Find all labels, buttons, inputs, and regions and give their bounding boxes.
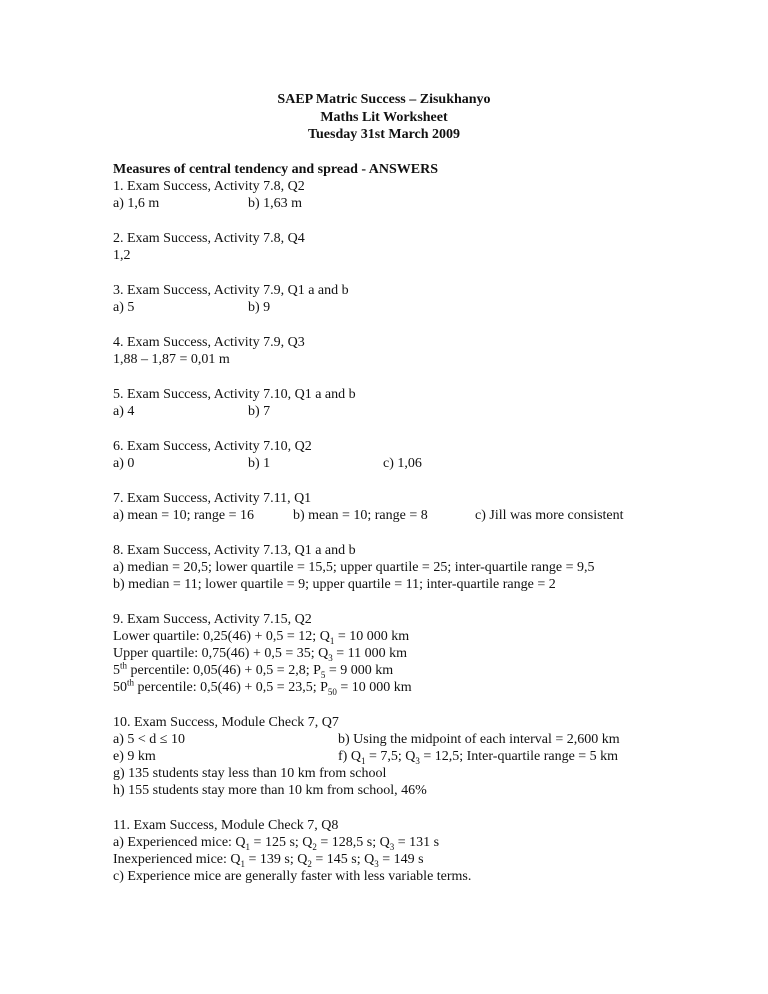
q5-answer-b: b) 7 [248, 404, 271, 419]
q4-title: 4. Exam Success, Activity 7.9, Q3 [113, 335, 305, 350]
q2-title: 2. Exam Success, Activity 7.8, Q4 [113, 231, 305, 246]
q10-answer-e: e) 9 km [113, 749, 156, 764]
q10-answer-g: g) 135 students stay less than 10 km from school [113, 766, 387, 781]
q5-title: 5. Exam Success, Activity 7.10, Q1 a and b [113, 387, 356, 402]
q1-answer-a: a) 1,6 m [113, 196, 160, 211]
q7-answer-c: c) Jill was more consistent [475, 508, 624, 523]
q10-answer-h: h) 155 students stay more than 10 km from school, 46% [113, 783, 427, 798]
q9-lower-quartile: Lower quartile: 0,25(46) + 0,5 = 12; $Q_1 = 10$ 000 km [113, 629, 410, 646]
q5-answer-a: a) 4 [113, 404, 135, 419]
q6-answer-a: a) 0 [113, 456, 135, 471]
q8-title: 8. Exam Success, Activity 7.13, Q1 a and b [113, 543, 356, 558]
q7-answer-a: a) mean = 10; range = 16 [113, 508, 254, 523]
header-line-3: Tuesday 31st March 2009 [307, 127, 461, 142]
q6-answer-c: c) 1,06 [383, 456, 422, 471]
q3-title: 3. Exam Success, Activity 7.9, Q1 a and b [113, 283, 349, 298]
q3-answer-a: a) 5 [113, 300, 135, 315]
q1-answer-b: b) 1,63 m [248, 196, 303, 211]
q11-answer-c: c) Experience mice are generally faster with less variable terms. [113, 869, 472, 884]
q8-answer-b: b) median = 11; lower quartile = 9; upper quartile = 11; inter-quartile range = 2 [113, 577, 556, 592]
q10-answer-f: f) $Q_1 = 7,5$; $Q_3 = 12,5$; Inter-quartile range = 5 km [338, 749, 619, 766]
q10-answer-b: b) Using the midpoint of each interval = 2,600 km [338, 732, 620, 747]
header-line-1: SAEP Matric Success – Zisukhanyo [277, 92, 491, 107]
q9-5th-percentile: 5th percentile: 0,05(46) + 0,5 = 2,8; $P_5 = 9$ 000 km [113, 660, 394, 680]
q11-title: 11. Exam Success, Module Check 7, Q8 [113, 818, 339, 833]
q11-answer-inexperienced: Inexperienced mice: $Q_1 = 139$ s; $Q_2 = 145$ s; $Q_3 = 149$ s [113, 852, 424, 869]
q9-title: 9. Exam Success, Activity 7.15, Q2 [113, 612, 312, 627]
q6-title: 6. Exam Success, Activity 7.10, Q2 [113, 439, 312, 454]
section-title: Measures of central tendency and spread - ANSWERS [113, 162, 438, 177]
q8-answer-a: a) median = 20,5; lower quartile = 15,5; upper quartile = 25; inter-quartile range = 9,5 [113, 560, 595, 575]
q10-answer-a: a) 5 < d ≤ 10 [113, 732, 185, 747]
q1-title: 1. Exam Success, Activity 7.8, Q2 [113, 179, 305, 194]
q7-title: 7. Exam Success, Activity 7.11, Q1 [113, 491, 312, 506]
q2-answer: 1,2 [113, 248, 131, 263]
q6-answer-b: b) 1 [248, 456, 271, 471]
header-line-2: Maths Lit Worksheet [320, 110, 448, 125]
q3-answer-b: b) 9 [248, 300, 271, 315]
q7-answer-b: b) mean = 10; range = 8 [293, 508, 428, 523]
q9-50th-percentile: 50th percentile: 0,5(46) + 0,5 = 23,5; $P_{50} = 10$ 000 km [113, 677, 412, 697]
q4-answer: 1,88 – 1,87 = 0,01 m [113, 352, 230, 367]
q9-upper-quartile: Upper quartile: 0,75(46) + 0,5 = 35; $Q_3 = 11$ 000 km [113, 646, 408, 663]
q10-title: 10. Exam Success, Module Check 7, Q7 [113, 715, 339, 730]
q11-answer-a: a) Experienced mice: $Q_1 = 125$ s; $Q_2 = 128,5$ s; $Q_3 = 131$ s [113, 835, 440, 852]
